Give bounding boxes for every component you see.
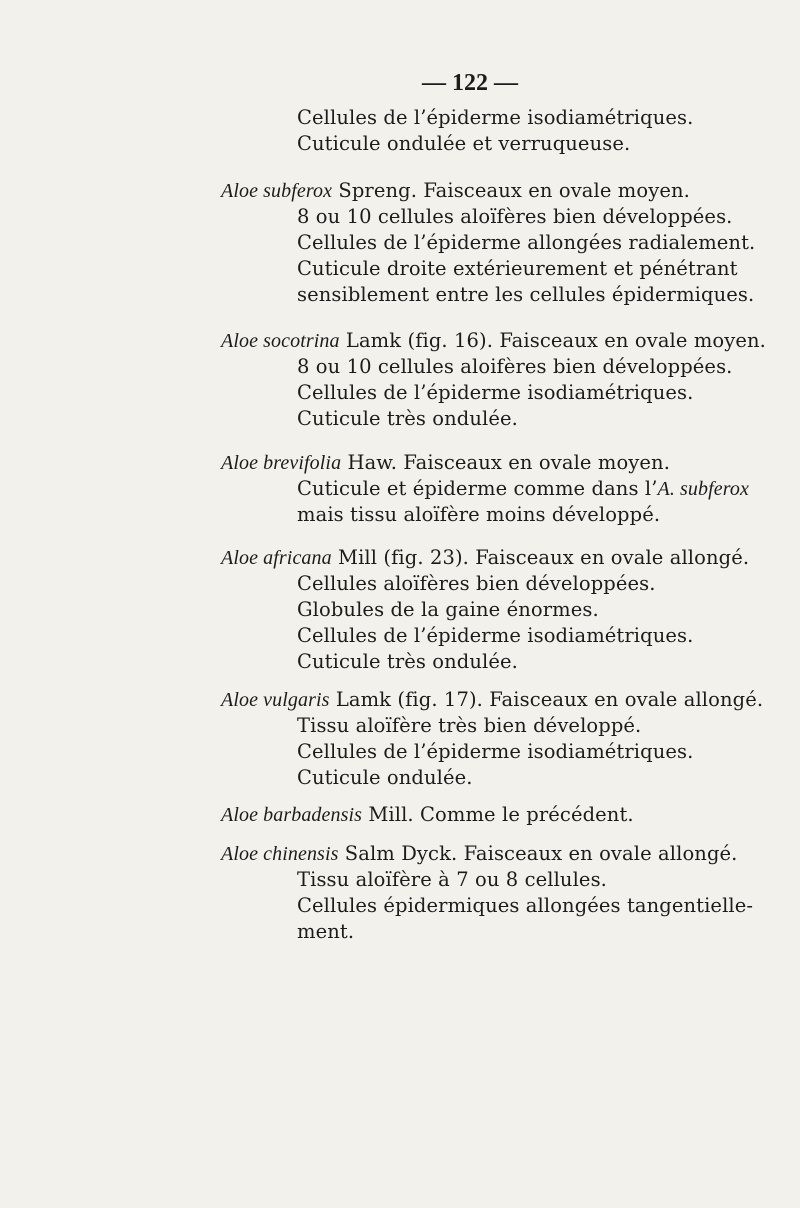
description-line: Cuticule très ondulée. [297,650,518,673]
description-line: Cellules de l’épiderme allongées radialement. [297,231,756,254]
species-name: Aloe barbadensis [221,804,363,826]
description-line: 8 ou 10 cellules aloifères bien développées. [297,355,733,378]
species-heading [221,842,737,866]
species-reference: A. subferox [657,478,749,500]
description-line [297,477,749,501]
species-description: Salm Dyck. Faisceaux en ovale allongé. [338,842,738,865]
species-description: Spreng. Faisceaux en ovale moyen. [332,179,690,202]
description-text: Cuticule et épiderme comme dans l’ [297,477,658,500]
description-line: sensiblement entre les cellules épidermiques. [297,283,755,306]
description-line: Cellules de l’épiderme isodiamétriques. [297,381,694,404]
page-number: — 122 — [422,70,518,96]
description-line: 8 ou 10 cellules aloïfères bien développées. [297,205,733,228]
species-description: Lamk (fig. 16). Faisceaux en ovale moyen. [339,329,766,352]
description-line: Tissu aloïfère à 7 ou 8 cellules. [297,868,607,891]
species-heading [221,451,670,475]
species-description: Mill. Comme le précédent. [362,803,634,826]
species-name: Aloe brevifolia [221,452,342,474]
description-line: Cellules de l’épiderme isodiamétriques. [297,740,694,763]
species-heading [221,803,634,827]
species-name: Aloe vulgaris [221,689,330,711]
continuation-line: Cuticule ondulée et verruqueuse. [297,132,631,155]
description-line: Tissu aloïfère très bien développé. [297,714,642,737]
species-heading [221,688,763,712]
species-heading [221,179,690,203]
species-description: Lamk (fig. 17). Faisceaux en ovale allongé. [329,688,764,711]
description-line: Cellules de l’épiderme isodiamétriques. [297,624,694,647]
species-description: Mill (fig. 23). Faisceaux en ovale allongé. [331,546,750,569]
species-description: Haw. Faisceaux en ovale moyen. [341,451,670,474]
description-line: Cuticule très ondulée. [297,407,518,430]
description-line: Cellules aloïfères bien développées. [297,572,656,595]
species-name: Aloe subferox [221,180,333,202]
species-name: Aloe socotrina [221,330,340,352]
description-line: Cellules épidermiques allongées tangentielle- [297,894,754,917]
description-line: ment. [297,920,355,943]
species-name: Aloe africana [221,547,332,569]
description-line: Cuticule droite extérieurement et pénétrant [297,257,738,280]
species-heading [221,546,749,570]
species-name: Aloe chinensis [221,843,339,865]
description-line: Globules de la gaine énormes. [297,598,599,621]
continuation-line: Cellules de l’épiderme isodiamétriques. [297,106,694,129]
species-heading [221,329,766,353]
description-line: Cuticule ondulée. [297,766,473,789]
description-line: mais tissu aloïfère moins développé. [297,503,661,526]
